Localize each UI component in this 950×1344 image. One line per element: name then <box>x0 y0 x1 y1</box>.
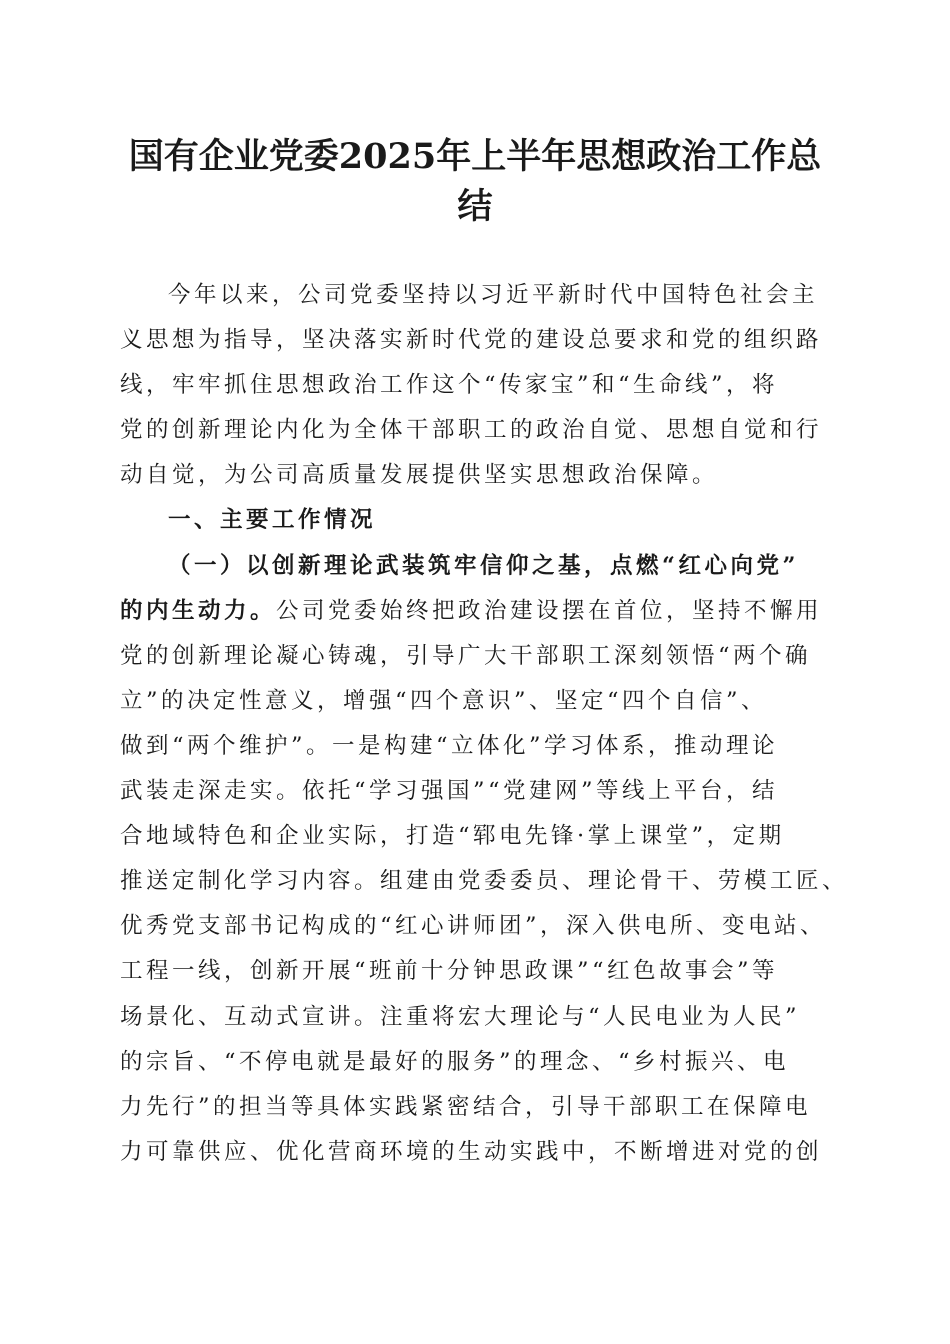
paragraph-line: 的宗旨、“不停电就是最好的服务”的理念、“乡村振兴、电 <box>120 1048 790 1075</box>
paragraph-line: 党的创新理论凝心铸魂，引导广大干部职工深刻领悟“两个确 <box>120 642 812 669</box>
document-body <box>120 273 849 1175</box>
paragraph-line: 优秀党支部书记构成的“红心讲师团”，深入供电所、变电站、 <box>120 913 827 940</box>
paragraph-line: 线，牢牢抓住思想政治工作这个“传家宝”和“生命线”，将 <box>120 372 779 399</box>
paragraph-line: 武装走深走实。依托“学习强国”“党建网”等线上平台，结 <box>120 778 779 805</box>
subsection-heading-tail: 的内生动力。 <box>120 597 277 624</box>
paragraph-line: 动自觉，为公司高质量发展提供坚实思想政治保障。 <box>120 462 719 489</box>
subsection-heading: （一）以创新理论武装筑牢信仰之基，点燃“红心向党” <box>168 552 799 579</box>
paragraph-line: 力先行”的担当等具体实践紧密结合，引导干部职工在保障电 <box>120 1093 812 1120</box>
paragraph-line: 党的创新理论内化为全体干部职工的政治自觉、思想自觉和行 <box>120 417 823 444</box>
paragraph-line: 义思想为指导，坚决落实新时代党的建设总要求和党的组织路 <box>120 327 823 354</box>
paragraph-line: 力可靠供应、优化营商环境的生动实践中，不断增进对党的创 <box>120 1138 823 1165</box>
paragraph-text: 公司党委始终把政治建设摆在首位，坚持不懈用 <box>276 597 823 624</box>
document-title <box>100 132 850 232</box>
paragraph-line: 立”的决定性意义，增强“四个意识”、坚定“四个自信”、 <box>120 687 768 714</box>
title-line-2: 结 <box>457 186 493 227</box>
paragraph-line: 场景化、互动式宣讲。注重将宏大理论与“人民电业为人民” <box>120 1003 801 1030</box>
paragraph-line: 推送定制化学习内容。组建由党委委员、理论骨干、劳模工匠、 <box>120 868 849 895</box>
paragraph-line <box>120 589 832 634</box>
title-line-1: 国有企业党委2025年上半年思想政治工作总 <box>128 136 822 177</box>
paragraph-line: 工程一线，创新开展“班前十分钟思政课”“红色故事会”等 <box>120 958 779 985</box>
paragraph-line: 今年以来，公司党委坚持以习近平新时代中国特色社会主 <box>168 282 819 308</box>
paragraph-line: 做到“两个维护”。一是构建“立体化”学习体系，推动理论 <box>120 732 779 759</box>
section-heading: 一、主要工作情况 <box>168 507 377 534</box>
paragraph-line: 合地域特色和企业实际，打造“郓电先锋·掌上课堂”，定期 <box>120 823 785 850</box>
